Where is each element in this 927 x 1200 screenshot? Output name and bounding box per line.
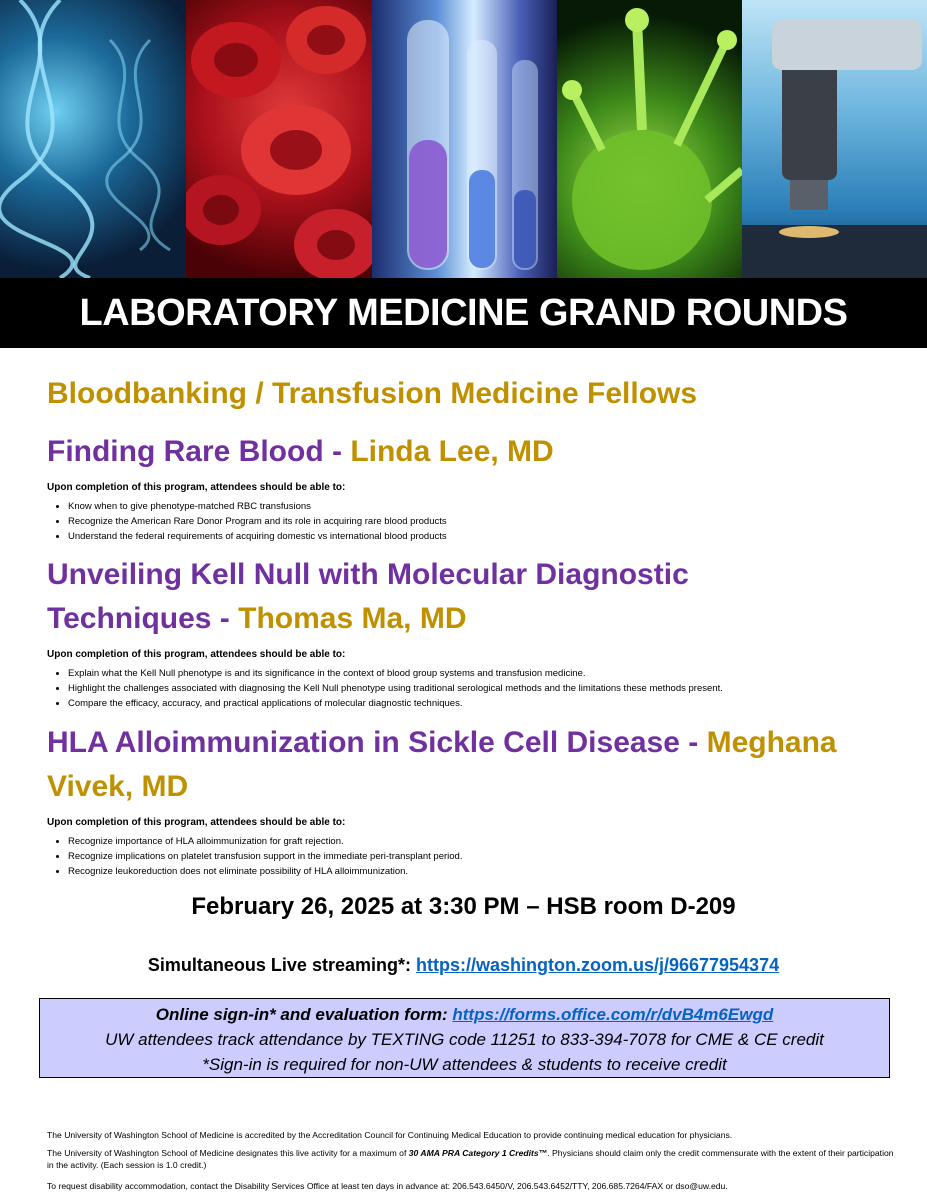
list-item: • Explain what the Kell Null phenotype is and its significance in the context of blood group systems and transfusion medicine. — [68, 666, 897, 681]
signin-box — [39, 998, 890, 1078]
talk-1 — [47, 430, 897, 544]
credit-designation — [47, 1147, 897, 1171]
designation-credits: 30 AMA PRA Category 1 Credits™ — [408, 1148, 548, 1158]
streaming-line — [0, 955, 927, 976]
test-tubes-image — [372, 0, 557, 278]
talk-3-topic: HLA Alloimmunization in Sickle Cell Disease - — [47, 726, 707, 759]
talk-1-topic: Finding Rare Blood - — [47, 435, 351, 468]
talk-3-objectives-intro: Upon completion of this program, attendees should be able to: — [47, 817, 346, 828]
signin-form-link[interactable]: https://forms.office.com/r/dvB4m6Ewgd — [452, 1005, 774, 1024]
talk-1-speaker: Linda Lee, MD — [350, 435, 554, 468]
list-item: • Recognize implications on platelet transfusion support in the immediate peri-transplant period. — [68, 849, 897, 864]
dna-image — [0, 0, 186, 278]
series-section — [47, 372, 897, 416]
signin-label: Online sign-in* and evaluation form: — [155, 1005, 453, 1024]
talk-2-objectives-intro: Upon completion of this program, attendees should be able to: — [47, 649, 346, 660]
list-item: • Recognize the American Rare Donor Program and its role in acquiring rare blood products — [68, 514, 897, 529]
talk-1-objectives-intro: Upon completion of this program, attendees should be able to: — [47, 482, 346, 493]
talk-2-topic-line2: Techniques - — [47, 602, 239, 635]
talk-2-objectives — [47, 666, 897, 711]
talk-3-speaker-line2: Vivek, MD — [47, 770, 189, 803]
red-blood-cells-image — [186, 0, 372, 278]
talk-3-speaker-line1: Meghana — [706, 726, 837, 759]
disability-note: To request disability accommodation, contact the Disability Services Office at least ten days in advance at: 206.543.6450/V, 206.543.6452/TTY, 206.685.7264/FAX or dso@uw.edu. — [47, 1181, 728, 1191]
list-item: • Recognize leukoreduction does not eliminate possibility of HLA alloimmunization. — [68, 864, 897, 879]
accreditation-note: The University of Washington School of Medicine is accredited by the Accreditation Council for Continuing Medical Education to provide continuing medical education for physicians. — [47, 1130, 733, 1140]
talk-1-objectives — [47, 499, 897, 544]
designation-pre: The University of Washington School of Medicine designates this live activity for a maximum of — [47, 1148, 409, 1158]
virus-image — [557, 0, 742, 278]
page-title: LABORATORY MEDICINE GRAND ROUNDS — [79, 291, 848, 334]
talk-3-objectives — [47, 834, 897, 879]
talk-2-topic-line1: Unveiling Kell Null with Molecular Diagnostic — [47, 558, 689, 591]
signin-requirement: *Sign-in is required for non-UW attendees & students to receive credit — [202, 1055, 727, 1074]
title-bar — [0, 278, 927, 348]
streaming-label: Simultaneous Live streaming*: — [147, 955, 416, 975]
texting-instructions: UW attendees track attendance by TEXTING code 11251 to 833-394-7078 for CME & CE credit — [105, 1030, 824, 1049]
designation-post: . Physicians should claim only the credit commensurate with the extent of their participation in the activity. (Each session is 1.0 credit.) — [47, 1148, 894, 1170]
zoom-link[interactable]: https://washington.zoom.us/j/96677954374 — [415, 955, 780, 975]
talk-3 — [47, 721, 897, 879]
list-item: • Compare the efficacy, accuracy, and practical applications of molecular diagnostic techniques. — [68, 696, 897, 711]
microscope-image — [742, 0, 927, 278]
talk-2 — [47, 553, 897, 711]
list-item: • Understand the federal requirements of acquiring domestic vs international blood products — [68, 529, 897, 544]
list-item: • Recognize importance of HLA alloimmunization for graft rejection. — [68, 834, 897, 849]
list-item: • Know when to give phenotype-matched RBC transfusions — [68, 499, 897, 514]
series-title: Bloodbanking / Transfusion Medicine Fellows — [47, 377, 698, 410]
header-banner — [0, 0, 927, 278]
event-datetime: February 26, 2025 at 3:30 PM – HSB room D-209 — [191, 893, 736, 920]
list-item: • Highlight the challenges associated with diagnosing the Kell Null phenotype using traditional serological methods and the limitations these methods present. — [68, 681, 897, 696]
talk-2-speaker: Thomas Ma, MD — [238, 602, 467, 635]
